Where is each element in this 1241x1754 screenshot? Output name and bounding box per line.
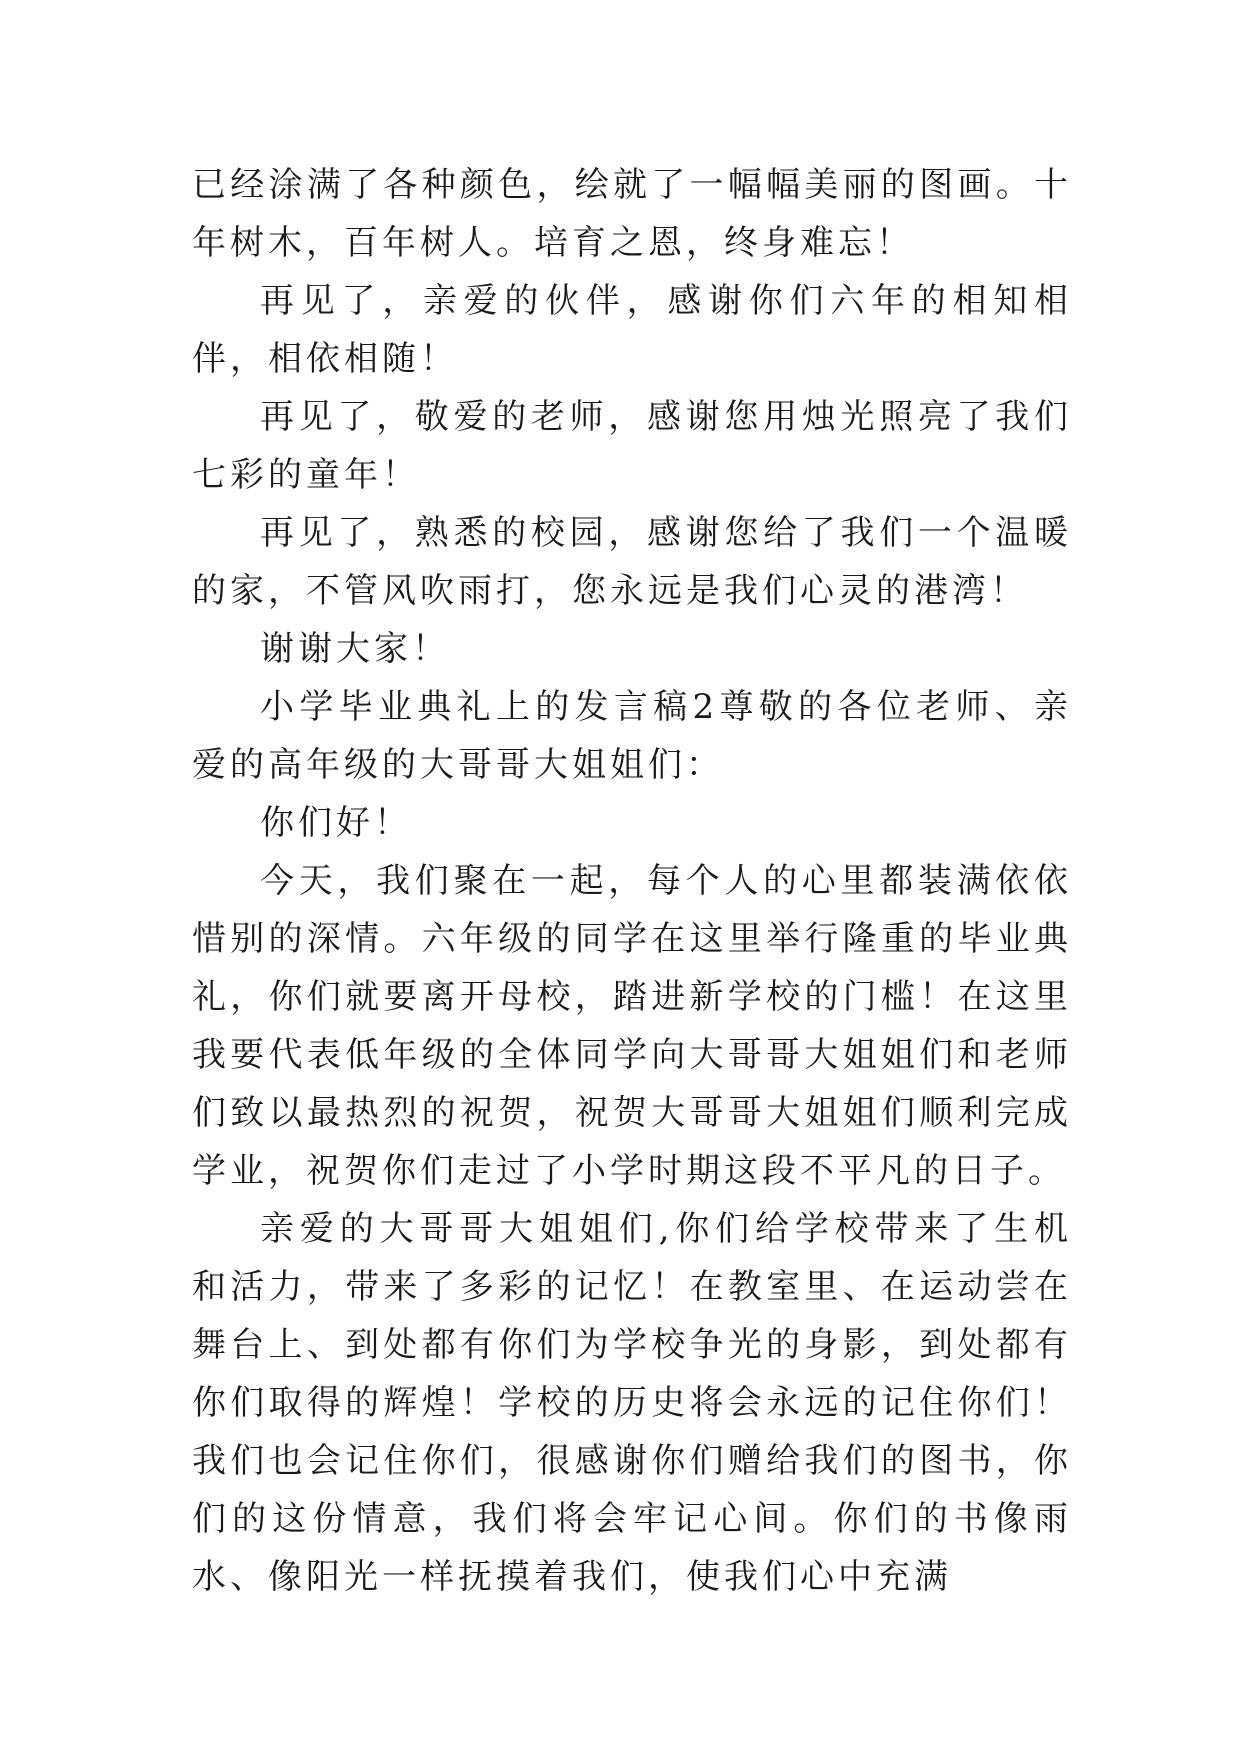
paragraph-4: 再见了，熟悉的校园，感谢您给了我们一个温暖的家，不管风吹雨打，您永远是我们心灵的港湾！ [192, 513, 1072, 611]
paragraph-2: 再见了，亲爱的伙伴，感谢你们六年的相知相伴，相依相随！ [192, 281, 1072, 379]
paragraph-9: 亲爱的大哥哥大姐姐们,你们给学校带来了生机和活力，带来了多彩的记忆！在教室里、在运动尝在舞台上、到处都有你们为学校争光的身影，到处都有你们取得的辉煌！学校的历史将会永远的记住你们！我们也会记住你们，很感谢你们赠给我们的图书，你们的这份情意，我们将会牢记心间。你们的书像雨水、像阳光一样抚摸着我们，使我们心中充满 [192, 1209, 1072, 1597]
paragraph-7: 你们好！ [260, 803, 412, 843]
document-body [192, 156, 1072, 1606]
paragraph-5: 谢谢大家！ [260, 629, 450, 669]
paragraph-6: 小学毕业典礼上的发言稿2尊敬的各位老师、亲爱的高年级的大哥哥大姐姐们： [192, 687, 1072, 785]
paragraph-3: 再见了，敬爱的老师，感谢您用烛光照亮了我们七彩的童年！ [192, 397, 1072, 495]
paragraph-8: 今天，我们聚在一起，每个人的心里都装满依依惜别的深情。六年级的同学在这里举行隆重的毕业典礼，你们就要离开母校，踏进新学校的门槛！在这里我要代表低年级的全体同学向大哥哥大姐姐们和老师们致以最热烈的祝贺，祝贺大哥哥大姐姐们顺利完成学业，祝贺你们走过了小学时期这段不平凡的日子。 [192, 861, 1072, 1191]
paragraph-1: 已经涂满了各种颜色，绘就了一幅幅美丽的图画。十年树木，百年树人。培育之恩，终身难忘！ [192, 165, 1072, 263]
